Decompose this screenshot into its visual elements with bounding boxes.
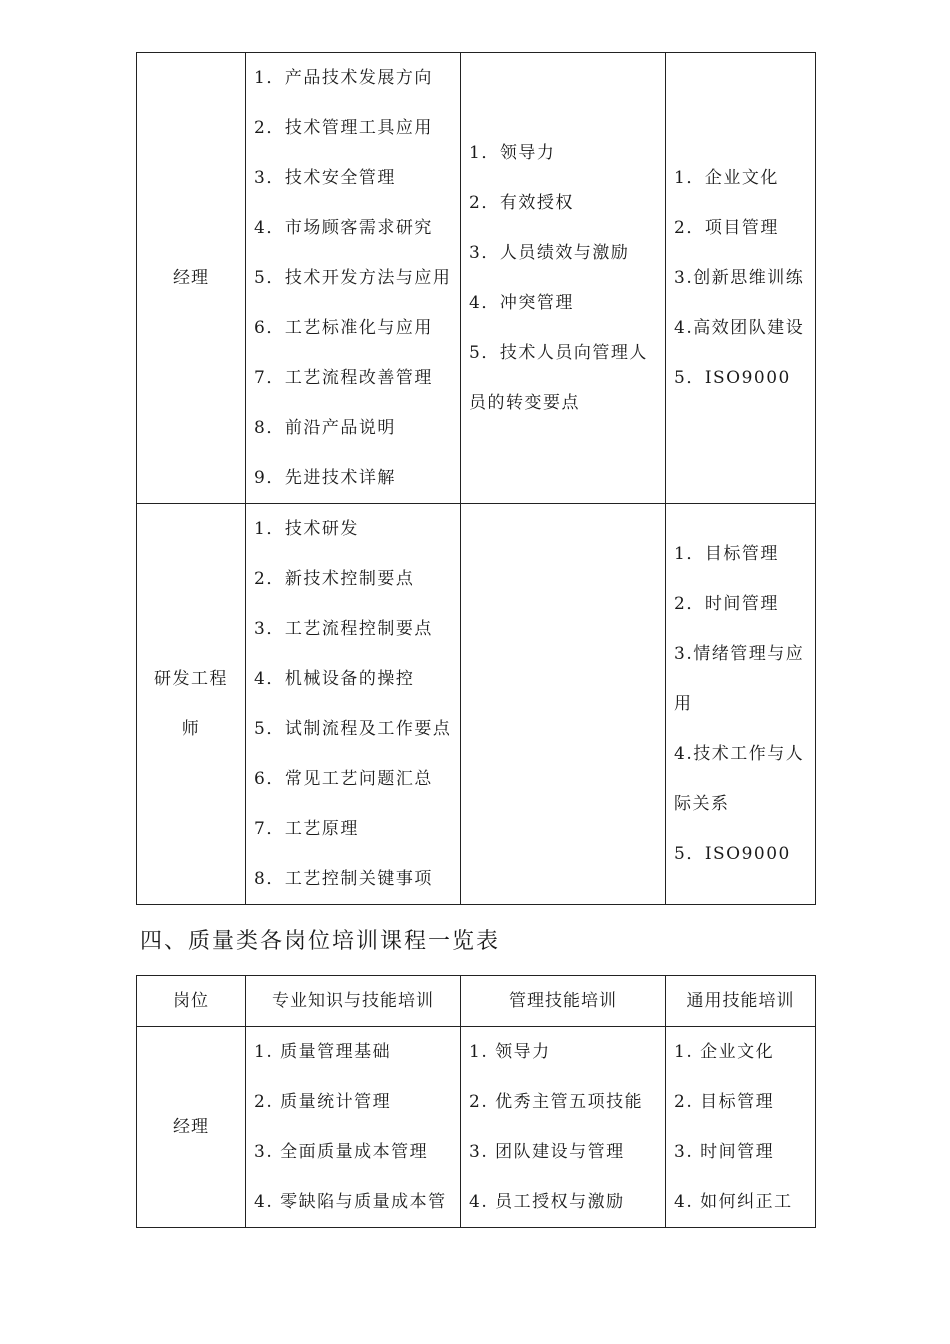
list-item: 5．ISO9000: [674, 844, 791, 864]
professional-cell: [246, 1027, 461, 1228]
management-cell: [461, 1027, 666, 1228]
position-cell: 经理: [137, 53, 246, 504]
list-item: 1. 领导力: [469, 1042, 551, 1062]
position-cell: 研发工程师: [137, 504, 246, 905]
list-item: 3. 团队建设与管理: [469, 1142, 625, 1162]
column-header: 专业知识与技能培训: [246, 976, 461, 1027]
table-row: [137, 1027, 816, 1228]
list-item: 4.技术工作与人际关系: [674, 744, 805, 814]
list-item: 6．工艺标准化与应用: [254, 318, 433, 338]
list-item: 8．工艺控制关键事项: [254, 869, 433, 889]
list-item: 5．技术开发方法与应用: [254, 268, 452, 288]
list-item: 4．市场顾客需求研究: [254, 218, 433, 238]
management-cell: [461, 53, 666, 504]
list-item: 4. 零缺陷与质量成本管: [254, 1192, 447, 1212]
list-item: 2. 优秀主管五项技能: [469, 1092, 644, 1112]
list-item: 5．技术人员向管理人员的转变要点: [469, 343, 648, 413]
list-item: 2．时间管理: [674, 594, 779, 614]
list-item: 9．先进技术详解: [254, 468, 396, 488]
list-item: 1．目标管理: [674, 544, 779, 564]
table-row: [137, 53, 816, 504]
list-item: 1．技术研发: [254, 519, 359, 539]
position-cell: 经理: [137, 1027, 246, 1228]
list-item: 2．新技术控制要点: [254, 569, 415, 589]
list-item: 3.创新思维训练: [674, 268, 805, 288]
list-item: 4．机械设备的操控: [254, 669, 415, 689]
column-header: 通用技能培训: [666, 976, 816, 1027]
list-item: 4.高效团队建设: [674, 318, 805, 338]
list-item: 3．技术安全管理: [254, 168, 396, 188]
list-item: 7．工艺流程改善管理: [254, 368, 433, 388]
list-item: 1．领导力: [469, 143, 556, 163]
list-item: 1. 企业文化 2. 目标管理 3. 时间管理 4. 如何纠正工: [674, 1042, 793, 1212]
section-title: 四、质量类各岗位培训课程一览表: [140, 929, 501, 954]
list-item: 2．项目管理: [674, 218, 779, 238]
professional-cell: [246, 53, 461, 504]
list-item: 3．工艺流程控制要点: [254, 619, 433, 639]
list-item: 4．冲突管理: [469, 293, 574, 313]
table-row: [137, 504, 816, 905]
column-header: 管理技能培训: [461, 976, 666, 1027]
general-cell: [666, 53, 816, 504]
list-item: 5．试制流程及工作要点: [254, 719, 452, 739]
general-cell: [666, 1027, 816, 1228]
list-item: 6．常见工艺问题汇总: [254, 769, 433, 789]
list-item: 3．人员绩效与激励: [469, 243, 630, 263]
table-header-row: [137, 976, 816, 1027]
list-item: 4. 员工授权与激励: [469, 1192, 625, 1212]
management-cell: [461, 504, 666, 905]
list-item: 3. 全面质量成本管理: [254, 1142, 429, 1162]
list-item: 7．工艺原理: [254, 819, 359, 839]
list-item: 1. 质量管理基础: [254, 1042, 392, 1062]
list-item: 1．产品技术发展方向: [254, 68, 433, 88]
column-header: 岗位: [137, 976, 246, 1027]
list-item: 1．企业文化: [674, 168, 779, 188]
list-item: 2．有效授权: [469, 193, 574, 213]
list-item: 2. 质量统计管理: [254, 1092, 392, 1112]
list-item: 2．技术管理工具应用: [254, 118, 433, 138]
general-cell: [666, 504, 816, 905]
training-table-upper: [136, 52, 816, 905]
list-item: 8．前沿产品说明: [254, 418, 396, 438]
training-table-quality: [136, 975, 816, 1228]
professional-cell: [246, 504, 461, 905]
list-item: 5．ISO9000: [674, 368, 791, 388]
list-item: 3.情绪管理与应用: [674, 644, 805, 714]
